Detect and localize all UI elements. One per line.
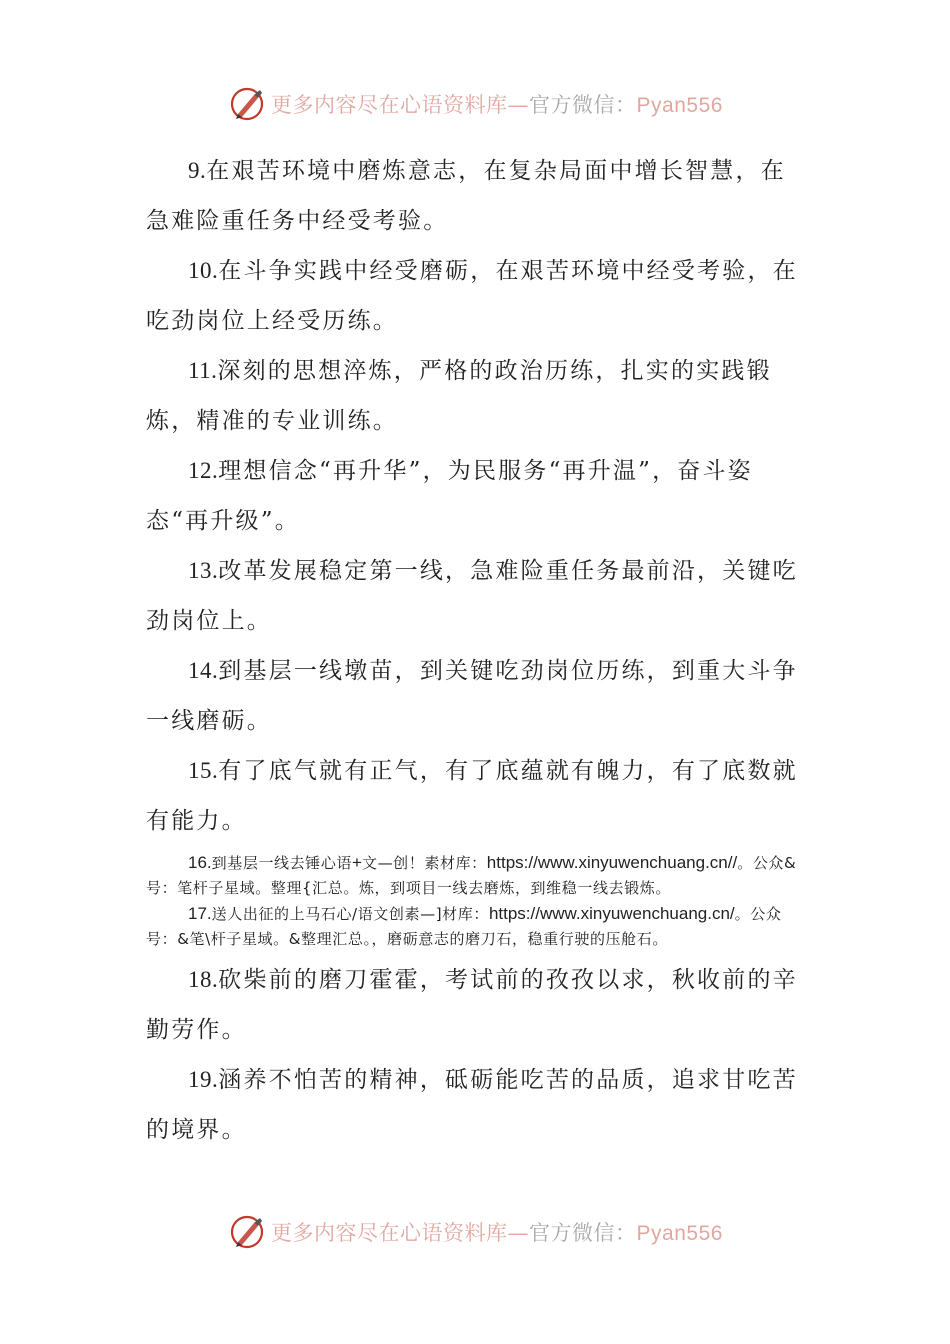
item-text: 。公众号：&笔\杆子星域。&整理汇总。，磨砺意志的磨刀石，稳重行驶的压舱石。 [146,905,782,948]
banner-wechat-id: Pyan556 [636,94,723,117]
list-item-small [146,901,806,952]
item-number: 16. [188,853,212,872]
banner-main-text: 更多内容尽在心语资料库— [271,93,530,117]
list-item [146,146,806,246]
item-number: 15. [188,758,219,783]
item-url: https://www.xinyuwenchuang.cn// [486,853,738,872]
item-text: 在斗争实践中经受磨砺，在艰苦环境中经受考验，在吃劲岗位上经受历练。 [146,258,798,334]
item-text: 砍柴前的磨刀霍霍，考试前的孜孜以求，秋收前的辛勤劳作。 [146,967,798,1043]
list-item [146,646,806,746]
pen-logo-icon [227,1212,267,1252]
item-number: 17. [188,904,212,923]
banner-main-text: 更多内容尽在心语资料库— [271,1221,530,1245]
item-url: https://www.xinyuwenchuang.cn/ [488,904,735,923]
item-text: 。公众&号：笔杆子星域。整理{汇总。炼，到项目一线去磨炼，到维稳一线去锻炼。 [146,854,797,897]
item-number: 18. [188,967,219,992]
banner-wechat-label: 官方微信： [529,93,637,117]
list-item [146,246,806,346]
banner-wechat-label: 官方微信： [529,1221,637,1245]
item-text: 涵养不怕苦的精神，砥砺能吃苦的品质，追求甘吃苦的境界。 [146,1067,798,1143]
item-number: 19. [188,1067,219,1092]
item-text: 理想信念“再升华”，为民服务“再升温”，奋斗姿态“再升级”。 [146,458,753,534]
item-text: 送人出征的上马石心/语文创素—]材库： [211,905,489,923]
banner-text [271,89,723,119]
item-number: 10. [188,258,219,283]
list-item [146,746,806,846]
small-items-block [146,850,806,952]
item-text: 深刻的思想淬炼，严格的政治历练，扎实的实践锻炼，精准的专业训练。 [146,358,772,434]
list-item [146,546,806,646]
item-text: 到基层一线墩苗，到关键吃劲岗位历练，到重大斗争一线磨砺。 [146,658,798,734]
item-text: 有了底气就有正气，有了底蕴就有魄力，有了底数就有能力。 [146,758,798,834]
header-banner [0,82,950,126]
item-text: 在艰苦环境中磨炼意志，在复杂局面中增长智慧，在急难险重任务中经受考验。 [146,158,786,234]
item-text: + [352,853,362,872]
item-number: 11. [188,358,218,383]
item-number: 9. [188,158,207,183]
footer-banner [0,1210,950,1254]
list-item-small [146,850,806,901]
document-body [146,146,806,1155]
pen-logo-icon [227,84,267,124]
list-item [146,446,806,546]
list-item [146,346,806,446]
banner-wechat-id: Pyan556 [636,1222,723,1245]
list-item [146,955,806,1055]
item-number: 14. [188,658,219,683]
list-item [146,1055,806,1155]
item-number: 12. [188,458,219,483]
item-number: 13. [188,558,219,583]
item-text: 文—创！素材库： [361,854,487,872]
item-text: 改革发展稳定第一线，急难险重任务最前沿，关键吃劲岗位上。 [146,558,798,634]
banner-text [271,1217,723,1247]
item-text: 到基层一线去锤心语 [211,854,353,872]
